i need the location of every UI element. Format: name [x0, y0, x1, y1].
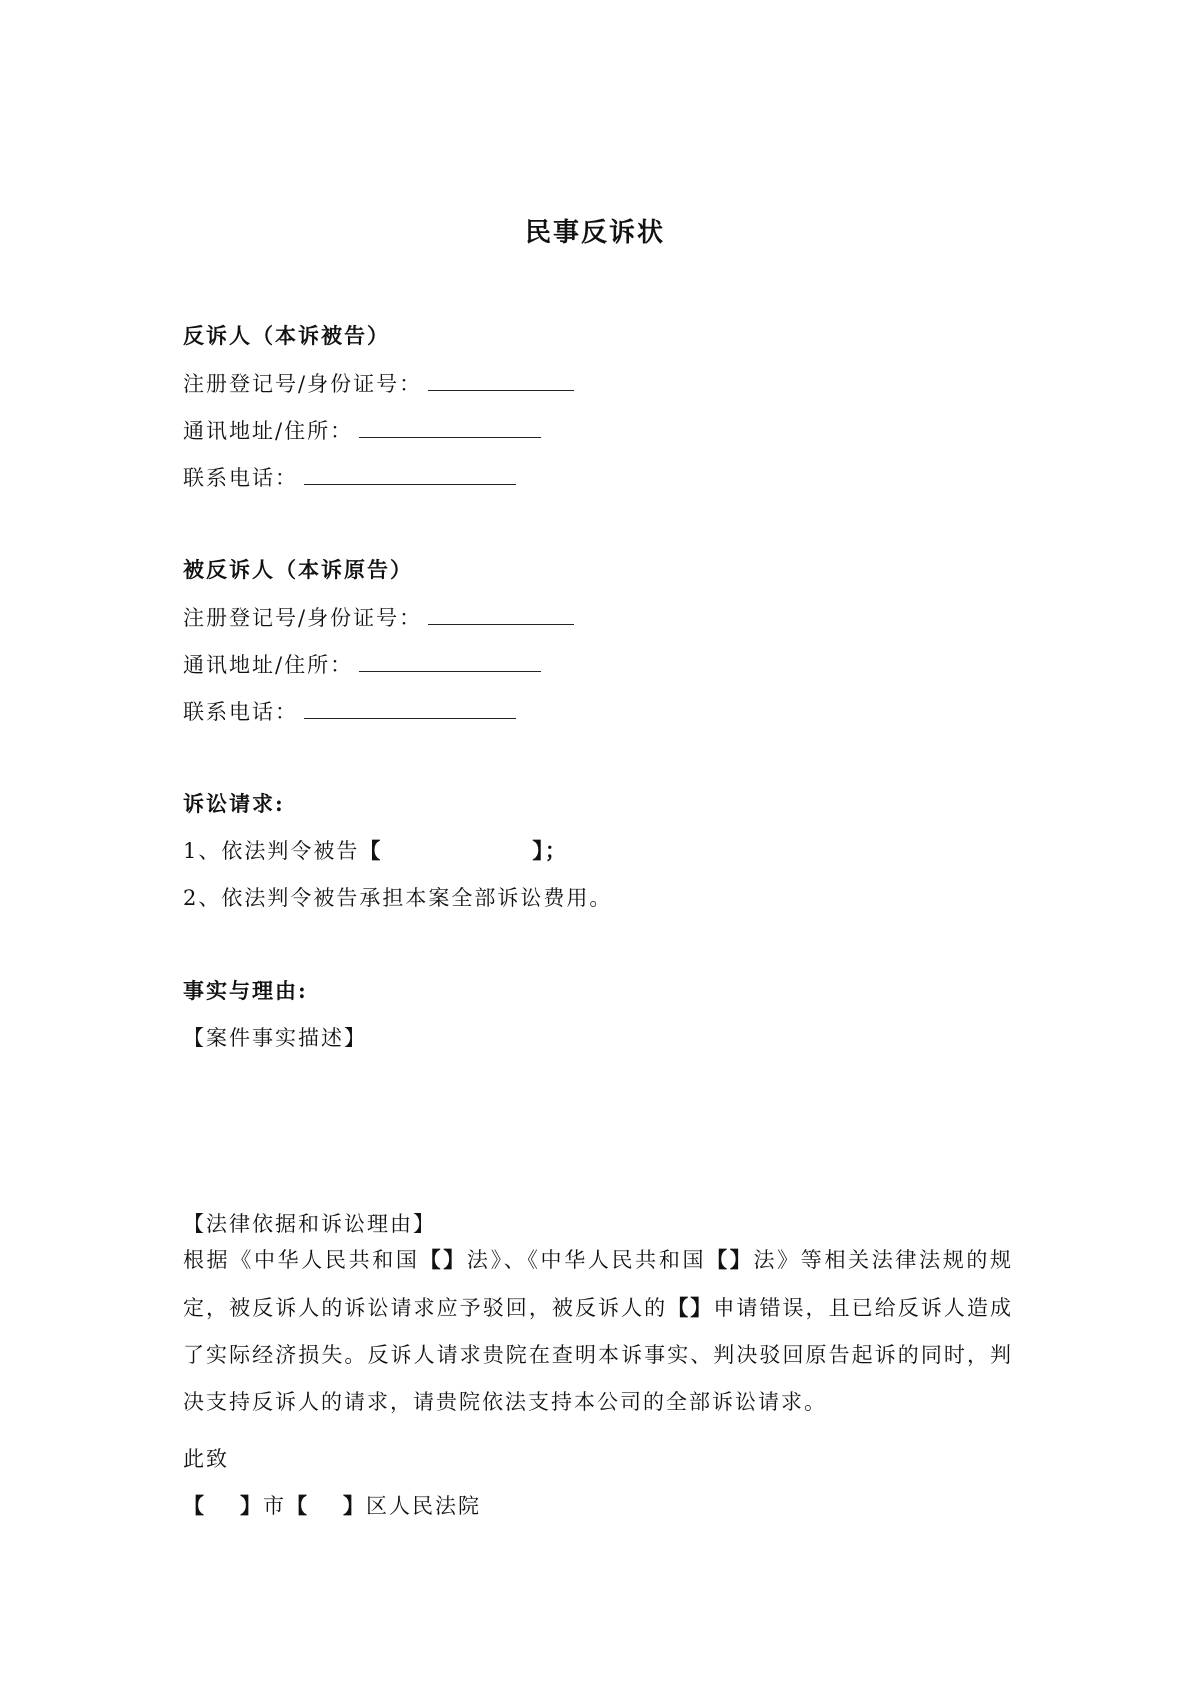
legal-paragraph — [183, 1236, 1013, 1426]
counter-plaintiff-address-label: 通讯地址/住所： — [183, 419, 354, 443]
claim-item-1 — [183, 836, 568, 866]
counter-plaintiff-address-row — [183, 415, 541, 446]
claim-item-1-text: 1、依法判令被告 — [183, 839, 360, 863]
counter-defendant-address-field[interactable] — [359, 649, 541, 672]
counter-plaintiff-phone-row — [183, 462, 516, 493]
counter-plaintiff-id-label: 注册登记号/身份证号： — [183, 372, 423, 396]
counter-defendant-phone-row — [183, 696, 516, 727]
counter-plaintiff-address-field[interactable] — [359, 415, 541, 438]
counter-defendant-id-row — [183, 602, 574, 633]
legal-text-part: 法》、《中华人民共和国 — [466, 1248, 707, 1272]
legal-text-part: 申请错误，且已给反诉人造成了实际经济损失。反诉人请求贵院在查明本诉事实、判决驳回原告起诉的同时，判决支持反诉人的请求，请贵院依法支持本公司的全部诉讼请求。 — [183, 1296, 1014, 1414]
legal-bracket-2: 【】 — [706, 1247, 754, 1272]
court-city-open-bracket: 【 — [183, 1493, 206, 1518]
legal-text-part: 根据《中华人民共和国 — [183, 1248, 420, 1272]
facts-placeholder: 【案件事实描述】 — [183, 1026, 367, 1050]
counter-plaintiff-phone-label: 联系电话： — [183, 466, 298, 490]
counter-defendant-id-label: 注册登记号/身份证号： — [183, 606, 423, 630]
counter-defendant-id-field[interactable] — [428, 602, 574, 625]
court-address — [183, 1491, 481, 1521]
legal-text-part: 法》等相关法律法规的规定，被反诉人的诉讼请求应予驳回，被反诉人的 — [183, 1248, 1014, 1320]
court-district-label: 区人民法院 — [366, 1494, 481, 1518]
counter-defendant-phone-field[interactable] — [304, 696, 516, 719]
claim-item-1-open-bracket: 【 — [359, 838, 383, 863]
legal-heading: 【法律依据和诉讼理由】 — [183, 1212, 436, 1236]
court-district-close-bracket: 】 — [343, 1493, 366, 1518]
claim-item-2: 2、依法判令被告承担本案全部诉讼费用。 — [183, 886, 613, 910]
legal-bracket-3: 【】 — [667, 1295, 714, 1320]
claims-heading: 诉讼请求: — [183, 791, 285, 816]
legal-bracket-1: 【】 — [419, 1247, 467, 1272]
counter-defendant-address-label: 通讯地址/住所： — [183, 653, 354, 677]
document-title: 民事反诉状 — [524, 218, 665, 248]
counter-plaintiff-id-field[interactable] — [428, 368, 574, 391]
counter-plaintiff-phone-field[interactable] — [304, 462, 516, 485]
counter-defendant-heading: 被反诉人（本诉原告） — [183, 557, 413, 582]
court-district-open-bracket: 【 — [286, 1493, 309, 1518]
counter-plaintiff-id-row — [183, 368, 574, 399]
counter-plaintiff-heading: 反诉人（本诉被告） — [183, 323, 390, 348]
counter-defendant-phone-label: 联系电话： — [183, 700, 298, 724]
salutation: 此致 — [183, 1447, 229, 1471]
claim-item-1-close-bracket: 】； — [532, 838, 568, 863]
counter-defendant-address-row — [183, 649, 541, 680]
court-city-label: 市 — [263, 1494, 286, 1518]
facts-heading: 事实与理由: — [183, 978, 308, 1003]
court-city-close-bracket: 】 — [240, 1493, 263, 1518]
